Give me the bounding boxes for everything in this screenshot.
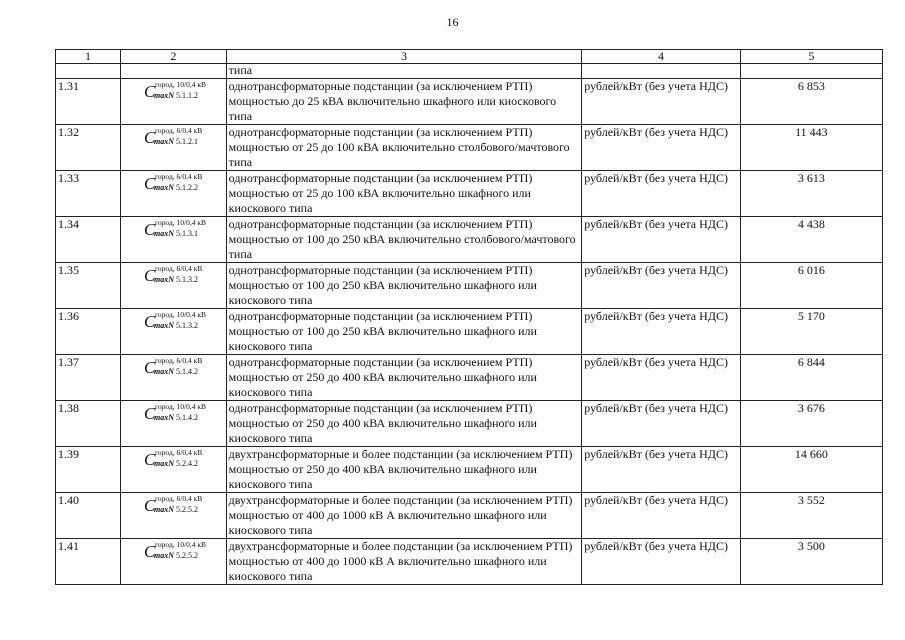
symbol-superscript: город, 6/0,4 кВ bbox=[155, 264, 203, 273]
tariff-symbol-cell bbox=[121, 447, 227, 493]
symbol-subscript-italic: maxN bbox=[154, 367, 175, 376]
tariff-symbol bbox=[144, 310, 244, 338]
tariff-symbol bbox=[144, 402, 244, 430]
tariff-symbol bbox=[144, 126, 244, 154]
symbol-letter: C bbox=[144, 496, 156, 515]
tariff-symbol bbox=[144, 540, 244, 568]
tariff-symbol bbox=[144, 356, 244, 384]
tariff-symbol bbox=[144, 448, 244, 476]
tariff-symbol bbox=[144, 80, 244, 108]
symbol-superscript: город, 6/0,4 кВ bbox=[155, 494, 203, 503]
value: 3 613 bbox=[740, 171, 882, 217]
row-number: 1.35 bbox=[56, 263, 121, 309]
value: 4 438 bbox=[740, 217, 882, 263]
description: двухтрансформаторные и более подстанции (за исключением РТП) мощностью от 250 до 400 кВА включительно шкафного или киоскового типа bbox=[226, 447, 582, 493]
symbol-subscript bbox=[154, 321, 198, 331]
unit: рублей/кВт (без учета НДС) bbox=[582, 263, 740, 309]
description: однотрансформаторные подстанции (за исключением РТП) мощностью до 25 кВА включительно шкафного или киоскового типа bbox=[226, 79, 582, 125]
symbol-superscript: город, 10/0,4 кВ bbox=[155, 80, 206, 89]
symbol-subscript bbox=[154, 459, 198, 469]
symbol-subscript bbox=[154, 137, 198, 147]
unit: рублей/кВт (без учета НДС) bbox=[582, 79, 740, 125]
unit: рублей/кВт (без учета НДС) bbox=[582, 309, 740, 355]
symbol-subscript bbox=[154, 183, 198, 193]
symbol-subscript-code: 5.1.3.2 bbox=[174, 275, 199, 284]
column-header: 2 bbox=[121, 50, 227, 64]
symbol-subscript-italic: maxN bbox=[154, 413, 175, 422]
symbol-subscript bbox=[154, 413, 198, 423]
row-number: 1.33 bbox=[56, 171, 121, 217]
tariff-symbol-cell bbox=[121, 493, 227, 539]
value: 3 552 bbox=[740, 493, 882, 539]
symbol-subscript-italic: maxN bbox=[154, 275, 175, 284]
tariff-symbol bbox=[144, 218, 244, 246]
unit: рублей/кВт (без учета НДС) bbox=[582, 401, 740, 447]
value: 11 443 bbox=[740, 125, 882, 171]
table-row bbox=[56, 171, 883, 217]
tariff-symbol-cell bbox=[121, 309, 227, 355]
value: 6 844 bbox=[740, 355, 882, 401]
table-row bbox=[56, 447, 883, 493]
description: однотрансформаторные подстанции (за исключением РТП) мощностью от 100 до 250 кВА включительно шкафного или киоскового типа bbox=[226, 263, 582, 309]
value: 6 853 bbox=[740, 79, 882, 125]
table-row bbox=[56, 79, 883, 125]
header-row bbox=[56, 50, 883, 64]
symbol-subscript-italic: maxN bbox=[154, 229, 175, 238]
description: однотрансформаторные подстанции (за исключением РТП) мощностью от 100 до 250 кВА включительно столбового/мачтового типа bbox=[226, 217, 582, 263]
symbol-letter: C bbox=[144, 220, 156, 239]
description: однотрансформаторные подстанции (за исключением РТП) мощностью от 25 до 100 кВА включительно шкафного или киоскового типа bbox=[226, 171, 582, 217]
tariff-symbol-cell bbox=[121, 125, 227, 171]
description: однотрансформаторные подстанции (за исключением РТП) мощностью от 100 до 250 кВА включительно шкафного или киоскового типа bbox=[226, 309, 582, 355]
symbol-subscript-code: 5.1.4.2 bbox=[174, 367, 199, 376]
tariff-symbol-cell bbox=[121, 263, 227, 309]
symbol-subscript bbox=[154, 551, 198, 561]
row-number: 1.32 bbox=[56, 125, 121, 171]
unit: рублей/кВт (без учета НДС) bbox=[582, 447, 740, 493]
value: 6 016 bbox=[740, 263, 882, 309]
symbol-subscript bbox=[154, 91, 198, 101]
unit: рублей/кВт (без учета НДС) bbox=[582, 493, 740, 539]
value: 5 170 bbox=[740, 309, 882, 355]
symbol-superscript: город, 10/0,4 кВ bbox=[155, 218, 206, 227]
description: двухтрансформаторные и более подстанции (за исключением РТП) мощностью от 400 до 1000 кВ А включительно шкафного или киоскового типа bbox=[226, 493, 582, 539]
row-number: 1.34 bbox=[56, 217, 121, 263]
symbol-subscript bbox=[154, 275, 198, 285]
symbol-subscript-italic: maxN bbox=[154, 459, 175, 468]
continuation-row bbox=[56, 64, 883, 79]
symbol-subscript-code: 5.1.2.2 bbox=[174, 183, 199, 192]
symbol-superscript: город, 10/0,4 кВ bbox=[155, 402, 206, 411]
table-row bbox=[56, 263, 883, 309]
symbol-subscript bbox=[154, 367, 198, 377]
description: двухтрансформаторные и более подстанции (за исключением РТП) мощностью от 400 до 1000 кВ А включительно шкафного или киоскового типа bbox=[226, 539, 582, 585]
symbol-letter: C bbox=[144, 82, 156, 101]
table-row bbox=[56, 493, 883, 539]
tariff-symbol-cell bbox=[121, 355, 227, 401]
symbol-superscript: город, 6/0,4 кВ bbox=[155, 448, 203, 457]
tariff-table bbox=[55, 49, 883, 585]
symbol-letter: C bbox=[144, 542, 156, 561]
table-row bbox=[56, 355, 883, 401]
symbol-subscript bbox=[154, 505, 198, 515]
row-number: 1.36 bbox=[56, 309, 121, 355]
value: 14 660 bbox=[740, 447, 882, 493]
row-number: 1.39 bbox=[56, 447, 121, 493]
table-row bbox=[56, 401, 883, 447]
row-number: 1.37 bbox=[56, 355, 121, 401]
symbol-subscript-code: 5.2.4.2 bbox=[174, 459, 199, 468]
table-row bbox=[56, 539, 883, 585]
table-row bbox=[56, 309, 883, 355]
symbol-subscript-code: 5.1.4.2 bbox=[174, 413, 199, 422]
tariff-symbol bbox=[144, 264, 244, 292]
value: 3 500 bbox=[740, 539, 882, 585]
symbol-subscript-italic: maxN bbox=[154, 183, 175, 192]
symbol-subscript-italic: maxN bbox=[154, 321, 175, 330]
column-header: 5 bbox=[740, 50, 882, 64]
row-number: 1.41 bbox=[56, 539, 121, 585]
symbol-letter: C bbox=[144, 266, 156, 285]
symbol-subscript-italic: maxN bbox=[154, 137, 175, 146]
symbol-subscript-code: 5.1.2.1 bbox=[174, 137, 199, 146]
tariff-symbol-cell bbox=[121, 401, 227, 447]
column-header: 3 bbox=[226, 50, 582, 64]
symbol-superscript: город, 6/0,4 кВ bbox=[155, 356, 203, 365]
symbol-subscript-italic: maxN bbox=[154, 551, 175, 560]
value: 3 676 bbox=[740, 401, 882, 447]
symbol-subscript-code: 5.1.3.2 bbox=[174, 321, 199, 330]
row-number: 1.40 bbox=[56, 493, 121, 539]
table-row bbox=[56, 125, 883, 171]
unit: рублей/кВт (без учета НДС) bbox=[582, 355, 740, 401]
symbol-letter: C bbox=[144, 128, 156, 147]
tariff-symbol bbox=[144, 172, 244, 200]
tariff-symbol bbox=[144, 494, 244, 522]
symbol-subscript bbox=[154, 229, 198, 239]
symbol-subscript-italic: maxN bbox=[154, 505, 175, 514]
symbol-letter: C bbox=[144, 174, 156, 193]
unit: рублей/кВт (без учета НДС) bbox=[582, 217, 740, 263]
unit: рублей/кВт (без учета НДС) bbox=[582, 171, 740, 217]
symbol-superscript: город, 6/0,4 кВ bbox=[155, 172, 203, 181]
description: однотрансформаторные подстанции (за исключением РТП) мощностью от 25 до 100 кВА включительно столбового/мачтового типа bbox=[226, 125, 582, 171]
symbol-subscript-code: 5.1.3.1 bbox=[174, 229, 199, 238]
unit: рублей/кВт (без учета НДС) bbox=[582, 125, 740, 171]
unit: рублей/кВт (без учета НДС) bbox=[582, 539, 740, 585]
symbol-subscript-code: 5.1.1.2 bbox=[174, 91, 199, 100]
symbol-subscript-italic: maxN bbox=[154, 91, 175, 100]
symbol-letter: C bbox=[144, 450, 156, 469]
column-header: 1 bbox=[56, 50, 121, 64]
table-row bbox=[56, 217, 883, 263]
symbol-letter: C bbox=[144, 404, 156, 423]
row-number: 1.31 bbox=[56, 79, 121, 125]
continuation-text: типа bbox=[226, 64, 582, 79]
symbol-subscript-code: 5.2.5.2 bbox=[174, 505, 199, 514]
column-header: 4 bbox=[582, 50, 740, 64]
symbol-letter: C bbox=[144, 312, 156, 331]
row-number: 1.38 bbox=[56, 401, 121, 447]
description: однотрансформаторные подстанции (за исключением РТП) мощностью от 250 до 400 кВА включительно шкафного или киоскового типа bbox=[226, 355, 582, 401]
symbol-letter: C bbox=[144, 358, 156, 377]
symbol-subscript-code: 5.2.5.2 bbox=[174, 551, 199, 560]
symbol-superscript: город, 10/0,4 кВ bbox=[155, 540, 206, 549]
tariff-symbol-cell bbox=[121, 171, 227, 217]
tariff-symbol-cell bbox=[121, 217, 227, 263]
tariff-symbol-cell bbox=[121, 79, 227, 125]
description: однотрансформаторные подстанции (за исключением РТП) мощностью от 250 до 400 кВА включительно шкафного или киоскового типа bbox=[226, 401, 582, 447]
symbol-superscript: город, 10/0,4 кВ bbox=[155, 310, 206, 319]
tariff-symbol-cell bbox=[121, 539, 227, 585]
page-number: 16 bbox=[446, 15, 459, 29]
symbol-superscript: город, 6/0,4 кВ bbox=[155, 126, 203, 135]
